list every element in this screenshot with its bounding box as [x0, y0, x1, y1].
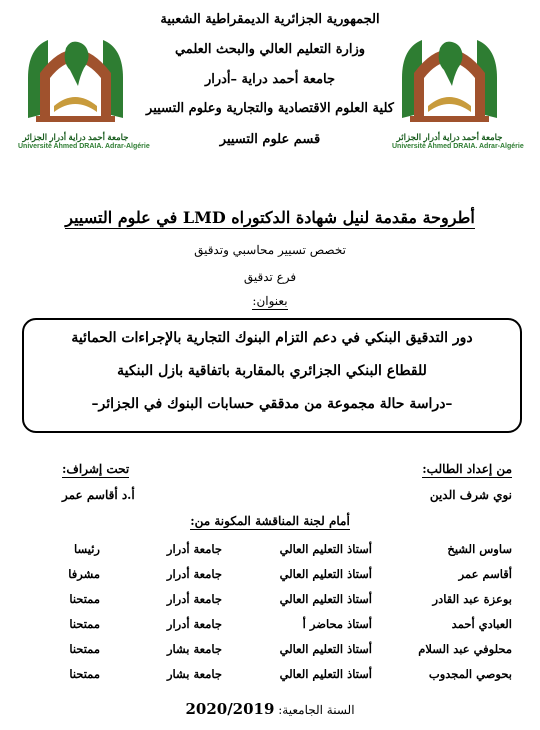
- member-university: جامعة أدرار: [166, 567, 222, 581]
- header-university: جامعة أحمد دراية –أدرار: [204, 72, 336, 87]
- table-row: [0, 617, 540, 639]
- member-rank: أستاذ محاضر أ: [302, 617, 372, 631]
- supervisor-label: تحت إشراف:: [62, 462, 130, 476]
- table-row: [0, 642, 540, 664]
- member-university: جامعة أدرار: [166, 617, 222, 631]
- logo-caption-arabic: جامعة أحمد دراية أدرار الجزائر: [396, 132, 503, 142]
- academic-year-value: 2020/2019: [185, 700, 275, 718]
- member-name: بحوصي المجدوب: [428, 667, 512, 681]
- thesis-title-line-3: –دراسة حالة مجموعة من مدققي حسابات البنوك في الجزائر–: [91, 396, 453, 412]
- member-rank: أستاذ التعليم العالي: [279, 567, 372, 581]
- logo-caption-arabic: جامعة أحمد دراية أدرار الجزائر: [22, 132, 129, 142]
- member-rank: أستاذ التعليم العالي: [279, 642, 372, 656]
- member-name: العبادي أحمد: [451, 617, 512, 631]
- member-role: ممتحنا: [69, 667, 100, 681]
- table-row: [0, 667, 540, 689]
- thesis-specialty: تخصص تسيير محاسبي وتدقيق: [194, 243, 346, 257]
- member-name: بوعزة عبد القادر: [432, 592, 512, 606]
- table-row: [0, 542, 540, 564]
- thesis-branch: فرع تدقيق: [243, 270, 297, 284]
- supervisor-name: أ.د أقاسم عمر: [62, 488, 135, 502]
- thesis-degree: أطروحة مقدمة لنيل شهادة الدكتوراه LMD في علوم التسيير: [65, 208, 475, 227]
- thesis-title-line-1: دور التدقيق البنكي في دعم التزام البنوك التجارية بالإجراءات الحمائية: [71, 330, 473, 346]
- header-department: قسم علوم التسيير: [219, 132, 321, 147]
- member-role: ممتحنا: [69, 617, 100, 631]
- table-row: [0, 592, 540, 614]
- header-ministry: وزارة التعليم العالي والبحث العلمي: [174, 42, 366, 57]
- logo-caption-french: Université Ahmed DRAIA. Adrar-Algérie: [18, 143, 150, 150]
- member-rank: أستاذ التعليم العالي: [279, 592, 372, 606]
- member-name: ساوس الشيخ: [447, 542, 512, 556]
- member-rank: أستاذ التعليم العالي: [279, 542, 372, 556]
- academic-year: [0, 700, 540, 718]
- student-label: من إعداد الطالب:: [422, 462, 512, 476]
- member-university: جامعة أدرار: [166, 542, 222, 556]
- member-role: مشرفا: [68, 567, 100, 581]
- member-university: جامعة أدرار: [166, 592, 222, 606]
- member-name: أقاسم عمر: [458, 567, 512, 581]
- member-rank: أستاذ التعليم العالي: [279, 667, 372, 681]
- thesis-title-label: بعنوان:: [252, 294, 288, 308]
- member-university: جامعة بشار: [166, 667, 222, 681]
- committee-label: أمام لجنة المناقشة المكونة من:: [190, 514, 350, 528]
- header-faculty: كلية العلوم الاقتصادية والتجارية وعلوم التسيير: [146, 101, 394, 116]
- table-row: [0, 567, 540, 589]
- academic-year-label: السنة الجامعية:: [278, 703, 355, 717]
- member-university: جامعة بشار: [166, 642, 222, 656]
- student-name: نوي شرف الدين: [429, 488, 512, 502]
- member-role: ممتحنا: [69, 592, 100, 606]
- member-role: رئيسا: [74, 542, 100, 556]
- thesis-title-line-2: للقطاع البنكي الجزائري بالمقاربة باتفاقية بازل البنكية: [117, 363, 427, 379]
- member-name: محلوفي عبد السلام: [418, 642, 512, 656]
- header-republic: الجمهورية الجزائرية الديمقراطية الشعبية: [160, 12, 380, 27]
- logo-caption-french: Université Ahmed DRAIA. Adrar-Algérie: [392, 143, 524, 150]
- member-role: ممتحنا: [69, 642, 100, 656]
